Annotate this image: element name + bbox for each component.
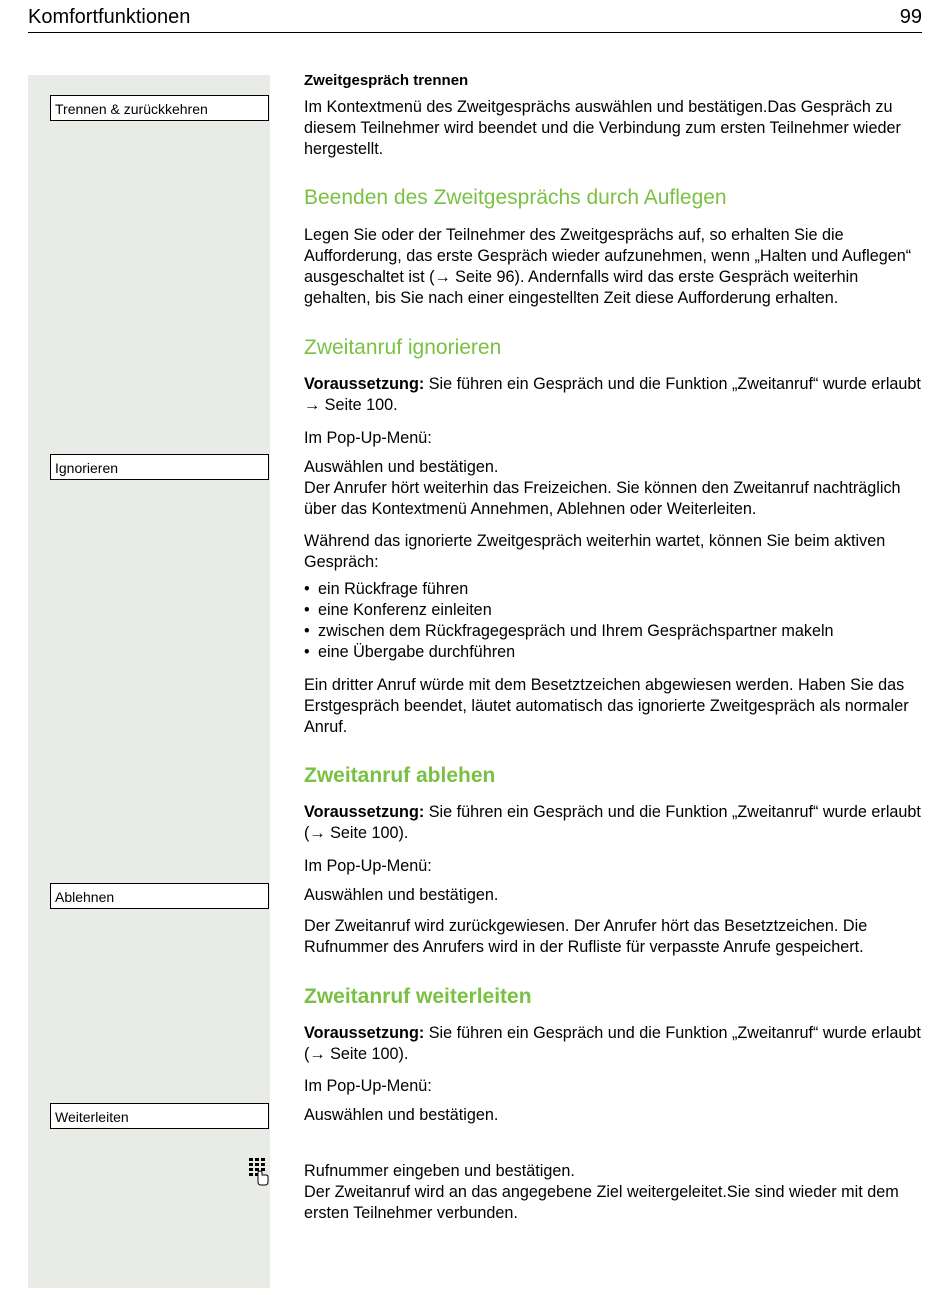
header-title: Komfortfunktionen [28,6,191,28]
waiting-ignorieren: Während das ignorierte Zweitgespräch weiterhin wartet, können Sie beim aktiven Gespräch: [304,532,886,571]
heading-ignorieren: Zweitanruf ignorieren [304,336,502,359]
prereq-label: Voraussetzung: [304,803,425,821]
prereq-ablehnen [304,802,924,844]
menu-item-ablehnen[interactable]: Ablehnen [50,883,269,909]
subheading-trennen: Zweitgespräch trennen [304,72,469,89]
heading-ablehnen: Zweitanruf ablehen [304,764,496,787]
prereq-text: Sie führen ein Gespräch und die Funktion „Zweitanruf“ wurde erlaubt → Seite 100. [304,375,921,414]
action-weiterleiten: Auswählen und bestätigen. [304,1106,499,1124]
closing-ignorieren: Ein dritter Anruf würde mit dem Besetztzeichen abgewiesen werden. Haben Sie das Erstgespräch beendet, läutet automatisch das ignorierte Zweitgespräch als normaler Anruf. [304,676,909,736]
prereq-text: Sie führen ein Gespräch und die Funktion „Zweitanruf“ wurde erlaubt (→ Seite 100). [304,803,921,842]
list-item: • eine Konferenz einleiten [304,600,924,621]
heading-weiterleiten: Zweitanruf weiterleiten [304,985,532,1008]
action-ignorieren: Auswählen und bestätigen. [304,458,499,476]
popup-weiterleiten: Im Pop-Up-Menü: [304,1077,432,1095]
enter-weiterleiten: Rufnummer eingeben und bestätigen. [304,1162,575,1180]
menu-item-trennen[interactable]: Trennen & zurückkehren [50,95,269,121]
list-item: • eine Übergabe durchführen [304,642,924,663]
text-trennen: Im Kontextmenü des Zweitgesprächs auswählen und bestätigen.Das Gespräch zu diesem Teilnehmer wird beendet und die Verbindung zum ersten Teilnehmer wieder hergestellt. [304,98,901,158]
prereq-text: Sie führen ein Gespräch und die Funktion „Zweitanruf“ wurde erlaubt (→ Seite 100). [304,1024,921,1063]
header-rule [28,32,922,33]
action-ablehnen: Auswählen und bestätigen. [304,886,499,904]
popup-ablehnen: Im Pop-Up-Menü: [304,857,432,875]
text-beenden: Legen Sie oder der Teilnehmer des Zweitgesprächs auf, so erhalten Sie die Aufforderung, das erste Gespräch wieder aufzunehmen, wenn „Halten und Auflegen“ ausgeschaltet ist (→ Seite 96). Andernfalls wird das erste Gespräch weiterhin gehalten, bis Sie nach einer eingestellten Zeit diese Aufforderung erhalten. [304,226,912,307]
keypad-icon [249,1158,269,1186]
list-item: • ein Rückfrage führen [304,579,924,600]
heading-beenden: Beenden des Zweitgesprächs durch Auflegen [304,186,727,209]
prereq-label: Voraussetzung: [304,1024,425,1042]
menu-item-ignorieren[interactable]: Ignorieren [50,454,269,480]
result-ablehnen: Der Zweitanruf wird zurückgewiesen. Der Anrufer hört das Besetztzeichen. Die Rufnummer des Anrufers wird in der Rufliste für verpasste Anrufe gespeichert. [304,917,868,956]
prereq-ignorieren [304,374,924,416]
page-number: 99 [899,6,922,28]
list-item: • zwischen dem Rückfragegespräch und Ihrem Gesprächspartner makeln [304,621,924,642]
menu-item-weiterleiten[interactable]: Weiterleiten [50,1103,269,1129]
prereq-weiterleiten [304,1023,924,1065]
detail-ignorieren: Der Anrufer hört weiterhin das Freizeichen. Sie können den Zweitanruf nachträglich über das Kontextmenü Annehmen, Ablehnen oder Weiterleiten. [304,479,901,518]
popup-ignorieren: Im Pop-Up-Menü: [304,429,432,447]
prereq-label: Voraussetzung: [304,375,425,393]
bullet-list [304,579,924,663]
result-weiterleiten: Der Zweitanruf wird an das angegebene Ziel weitergeleitet.Sie sind wieder mit dem ersten Teilnehmer verbunden. [304,1183,899,1222]
